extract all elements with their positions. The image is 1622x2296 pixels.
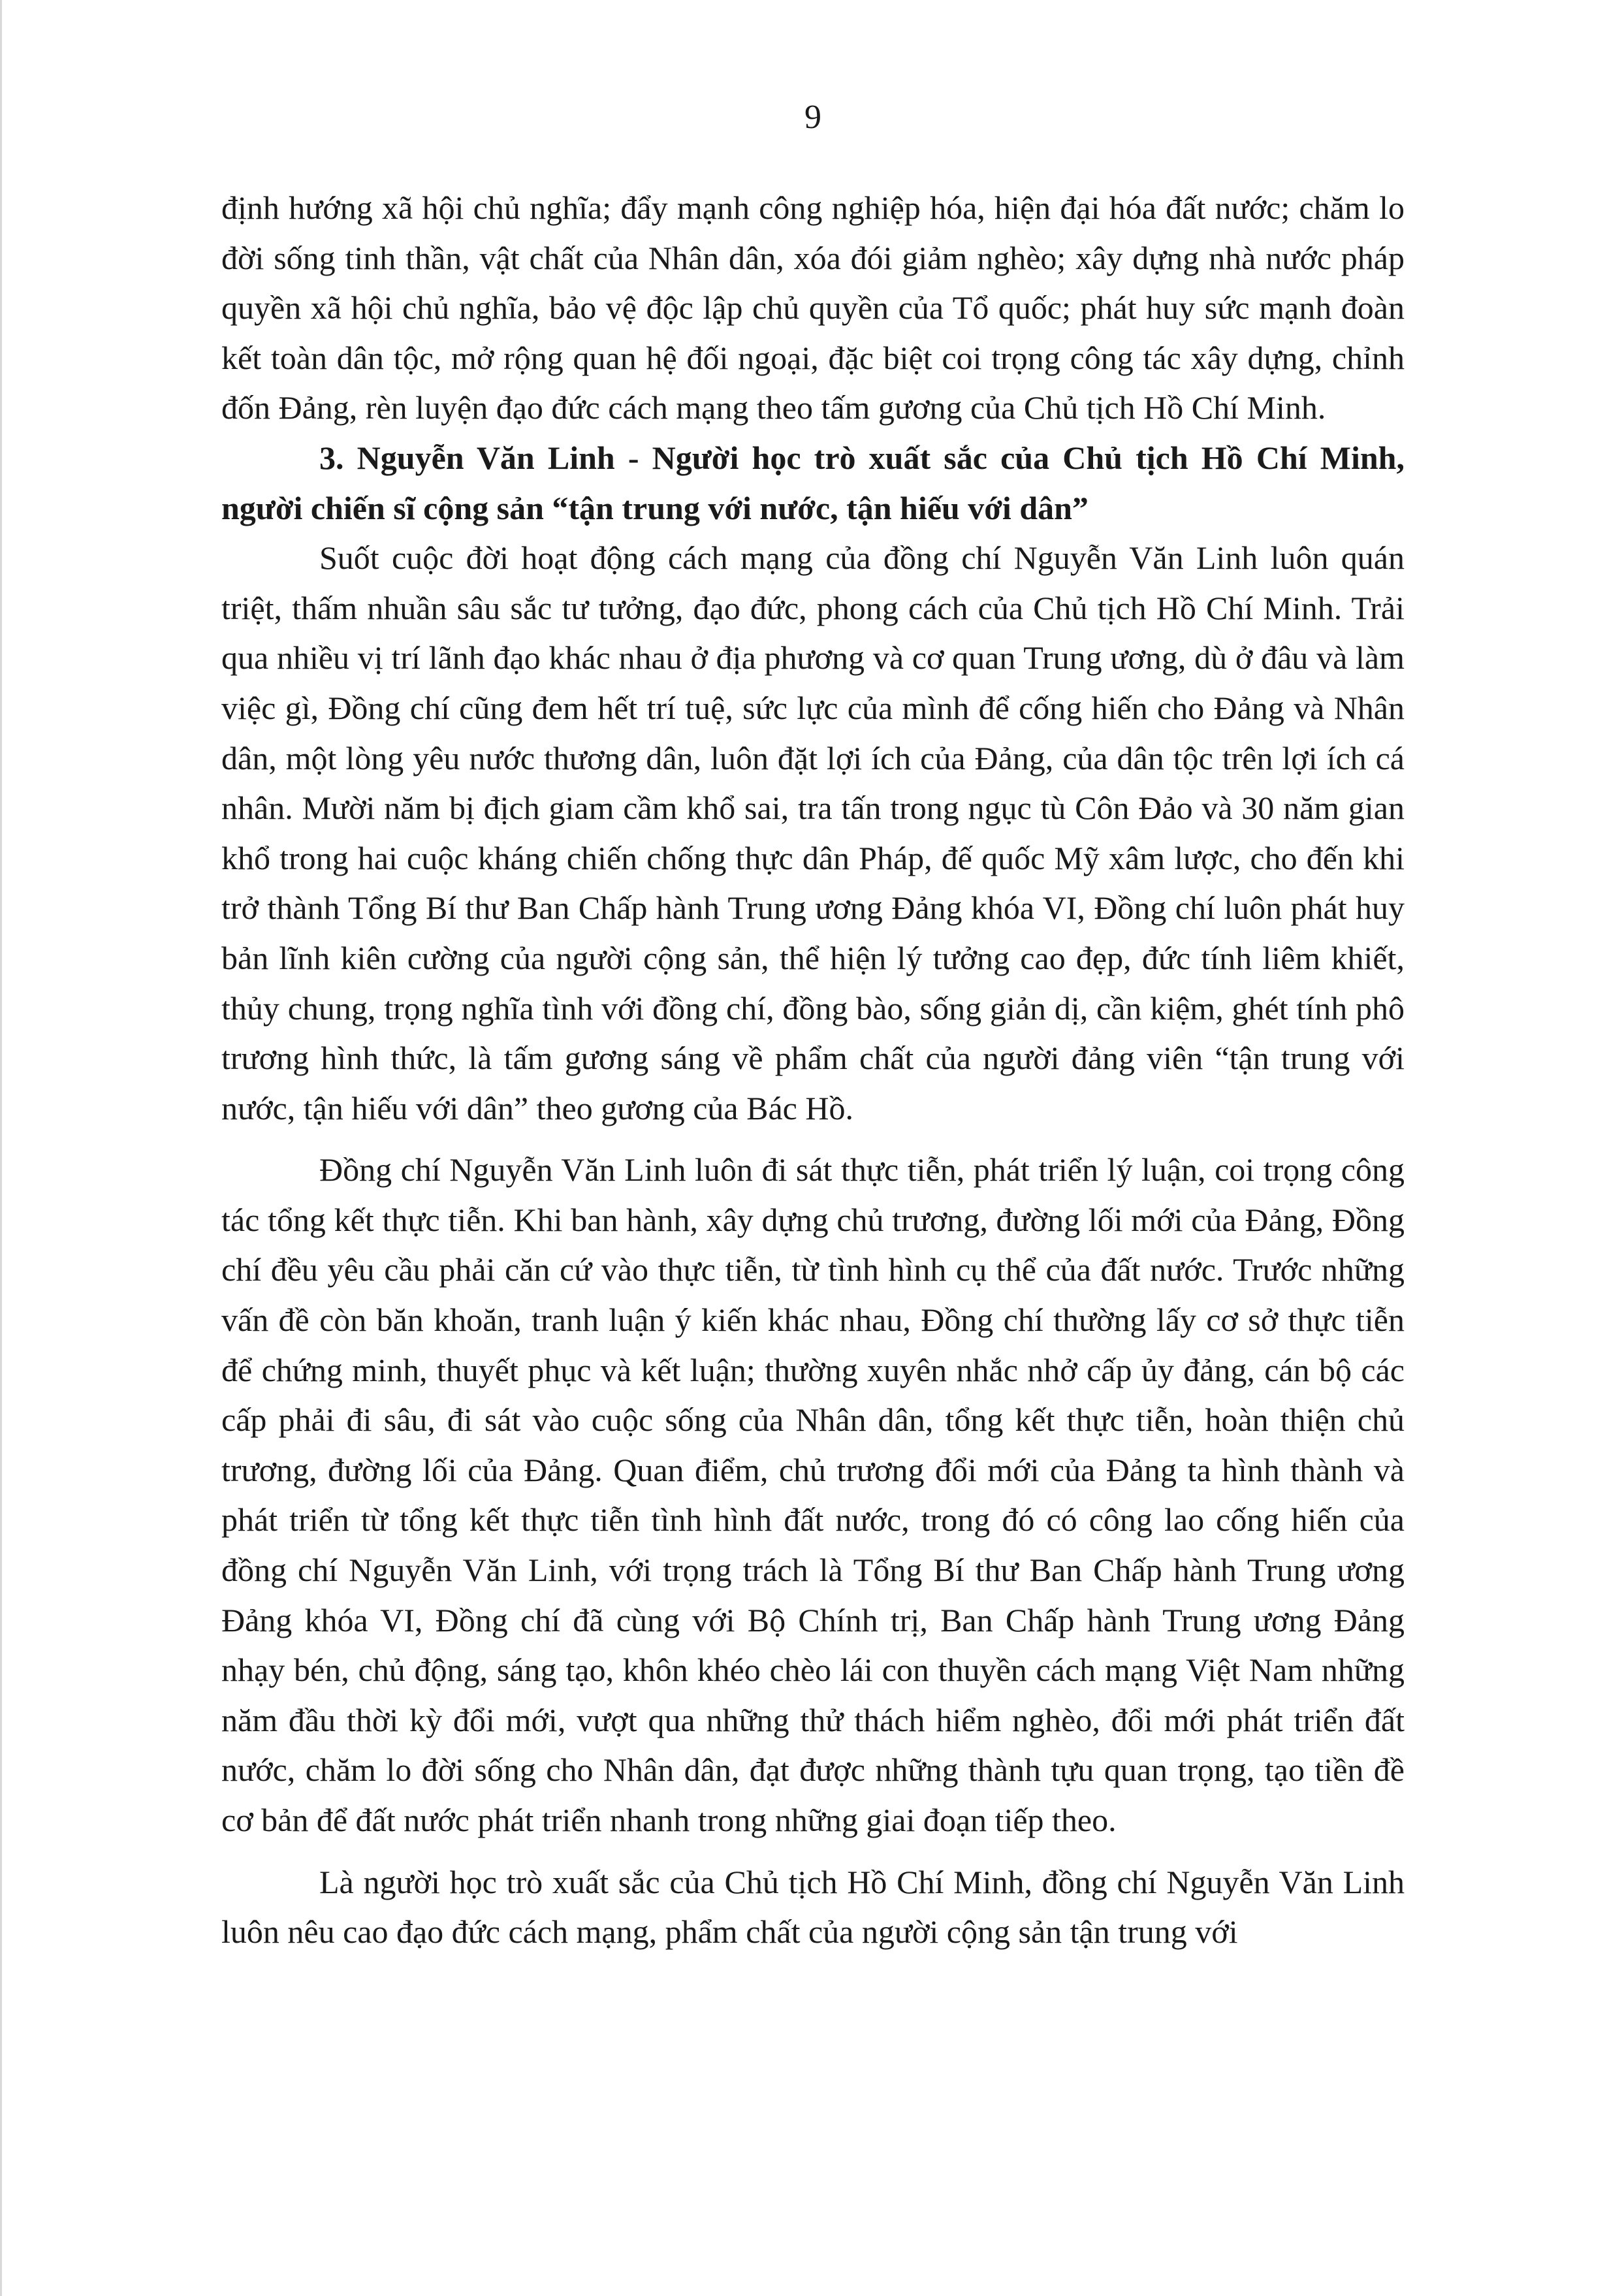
paragraph-outstanding-student: Là người học trò xuất sắc của Chủ tịch Hồ Chí Minh, đồng chí Nguyễn Văn Linh luôn nêu cao đạo đức cách mạng, phẩm chất của người cộng sản tận trung với: [221, 1863, 1405, 1951]
section-heading: 3. Nguyễn Văn Linh - Người học trò xuất sắc của Chủ tịch Hồ Chí Minh, người chiến sĩ cộng sản “tận trung với nước, tận hiếu với dân”: [221, 439, 1405, 526]
paragraph-continuation: định hướng xã hội chủ nghĩa; đẩy mạnh công nghiệp hóa, hiện đại hóa đất nước; chăm lo đời sống tinh thần, vật chất của Nhân dân, xóa đói giảm nghèo; xây dựng nhà nước pháp quyền xã hội chủ nghĩa, bảo vệ độc lập chủ quyền của Tổ quốc; phát huy sức mạnh đoàn kết toàn dân tộc, mở rộng quan hệ đối ngoại, đặc biệt coi trọng công tác xây dựng, chỉnh đốn Đảng, rèn luyện đạo đức cách mạng theo tấm gương của Chủ tịch Hồ Chí Minh.: [221, 189, 1405, 426]
paragraph-revolutionary-life: Suốt cuộc đời hoạt động cách mạng của đồng chí Nguyễn Văn Linh luôn quán triệt, thấm nhuần sâu sắc tư tưởng, đạo đức, phong cách của Chủ tịch Hồ Chí Minh. Trải qua nhiều vị trí lãnh đạo khác nhau ở địa phương và cơ quan Trung ương, dù ở đâu và làm việc gì, Đồng chí cũng đem hết trí tuệ, sức lực của mình để cống hiến cho Đảng và Nhân dân, một lòng yêu nước thương dân, luôn đặt lợi ích của Đảng, của dân tộc trên lợi ích cá nhân. Mười năm bị địch giam cầm khổ sai, tra tấn trong ngục tù Côn Đảo và 30 năm gian khổ trong hai cuộc kháng chiến chống thực dân Pháp, đế quốc Mỹ xâm lược, cho đến khi trở thành Tổng Bí thư Ban Chấp hành Trung ương Đảng khóa VI, Đồng chí luôn phát huy bản lĩnh kiên cường của người cộng sản, thể hiện lý tưởng cao đẹp, đức tính liêm khiết, thủy chung, trọng nghĩa tình với đồng chí, đồng bào, sống giản dị, cần kiệm, ghét tính phô trương hình thức, là tấm gương sáng về phẩm chất của người đảng viên “tận trung với nước, tận hiếu với dân” theo gương của Bác Hồ.: [221, 539, 1405, 1126]
page-number: 9: [804, 99, 821, 136]
document-body: [221, 183, 1405, 1957]
paragraph-practice-theory: Đồng chí Nguyễn Văn Linh luôn đi sát thực tiễn, phát triển lý luận, coi trọng công tác tổng kết thực tiễn. Khi ban hành, xây dựng chủ trương, đường lối mới của Đảng, Đồng chí đều yêu cầu phải căn cứ vào thực tiễn, từ tình hình cụ thể của đất nước. Trước những vấn đề còn băn khoăn, tranh luận ý kiến khác nhau, Đồng chí thường lấy cơ sở thực tiễn để chứng minh, thuyết phục và kết luận; thường xuyên nhắc nhở cấp ủy đảng, cán bộ các cấp phải đi sâu, đi sát vào cuộc sống của Nhân dân, tổng kết thực tiễn, hoàn thiện chủ trương, đường lối của Đảng. Quan điểm, chủ trương đổi mới của Đảng ta hình thành và phát triển từ tổng kết thực tiễn tình hình đất nước, trong đó có công lao cống hiến của đồng chí Nguyễn Văn Linh, với trọng trách là Tổng Bí thư Ban Chấp hành Trung ương Đảng khóa VI, Đồng chí đã cùng với Bộ Chính trị, Ban Chấp hành Trung ương Đảng nhạy bén, chủ động, sáng tạo, khôn khéo chèo lái con thuyền cách mạng Việt Nam những năm đầu thời kỳ đổi mới, vượt qua những thử thách hiểm nghèo, đổi mới phát triển đất nước, chăm lo đời sống cho Nhân dân, đạt được những thành tựu quan trọng, tạo tiền đề cơ bản để đất nước phát triển nhanh trong những giai đoạn tiếp theo.: [221, 1151, 1405, 1838]
